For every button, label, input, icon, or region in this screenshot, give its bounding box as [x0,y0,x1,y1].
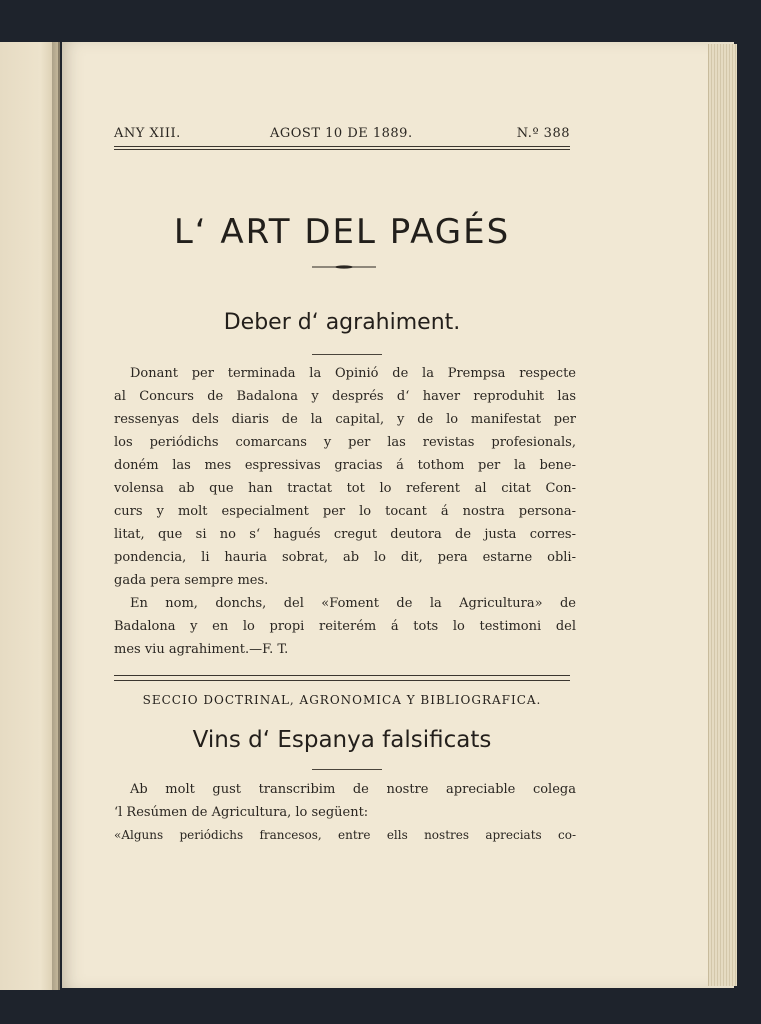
title-underline [312,354,382,355]
ornament-divider [312,265,376,269]
article-body [114,362,576,661]
article-title: Vins d‘ Espanya falsificats [192,727,492,753]
section-divider [114,675,570,681]
body-line: al Concurs de Badalona y després d‘ haver reproduhit las [114,389,576,404]
body-line: Ab molt gust transcribim de nostre apreciable colega [130,782,576,797]
body-line: mes viu agrahiment.—F. T. [114,642,289,657]
body-line: volensa ab que han tractat tot lo referent al citat Con- [114,481,576,496]
left-page-edge [0,42,60,990]
body-line: Badalona y en lo propi reiterém á tots lo testimoni del [114,619,576,634]
header-date: AGOST 10 DE 1889. [270,126,413,141]
header-rule-bottom [114,149,570,150]
body-line: doném las mes espressivas gracias á tothom per la bene- [114,458,576,473]
title-underline [312,769,382,770]
header-number: N.º 388 [516,126,570,141]
body-line: ‘l Resúmen de Agricultura, lo següent: [114,805,369,820]
gutter-shadow [52,42,62,990]
running-header [114,126,570,144]
article-title: Deber d‘ agrahiment. [223,310,461,335]
body-line: pondencia, li hauria sobrat, ab lo dit, pera estarne obli- [114,550,576,565]
header-volume: ANY XIII. [114,126,181,141]
article-body [114,778,576,847]
body-line: En nom, donchs, del «Foment de la Agricultura» de [130,596,576,611]
header-rule-top [114,146,570,147]
body-line: Donant per terminada la Opinió de la Prempsa respecte [130,366,576,381]
section-heading: SECCIO DOCTRINAL, AGRONOMICA Y BIBLIOGRAFICA. [142,693,542,707]
masthead-title: L‘ ART DEL PAGÉS [173,212,511,252]
body-line: los periódichs comarcans y per las revistas profesionals, [114,435,576,450]
body-line: gada pera sempre mes. [114,573,269,588]
body-line: ressenyas dels diaris de la capital, y de lo manifestat per [114,412,576,427]
page-stack-edge [708,44,737,986]
body-line: «Alguns periódichs francesos, entre ells nostres apreciats co- [114,828,576,842]
body-line: curs y molt especialment per lo tocant á nostra persona- [114,504,576,519]
body-line: litat, que si no s‘ hagués cregut deutora de justa corres- [114,527,576,542]
